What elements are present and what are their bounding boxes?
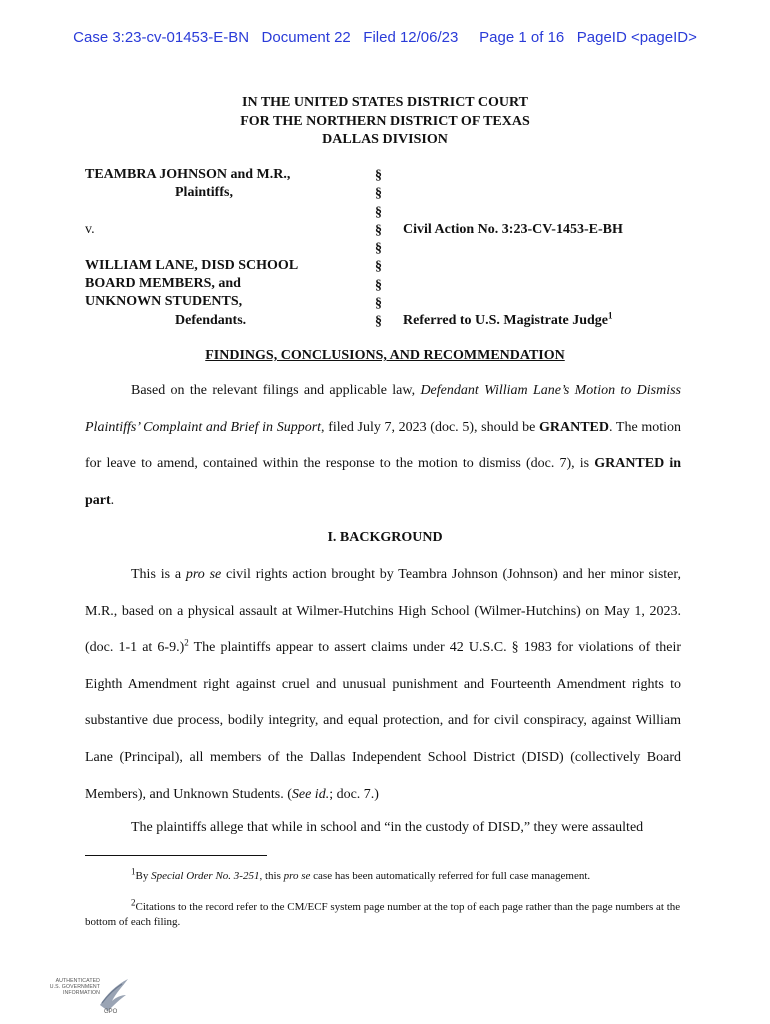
section-mark: § [375,314,382,330]
text-run: , filed July 7, 2023 (doc. 5), should be [321,419,539,435]
plaintiffs-name: TEAMBRA JOHNSON and M.R., [85,167,291,182]
gpo-logo-line: INFORMATION [62,990,100,997]
gpo-mark-text: GPO [104,1009,118,1015]
footnote-ref[interactable]: 1 [608,310,613,321]
section-mark-column [375,167,389,332]
ruling-granted-in-part: GRANTED in part [85,456,682,508]
case-caption [85,167,685,337]
section-mark: § [375,186,382,202]
text-run: case has been automatically referred for full case management. [310,870,591,882]
ruling-granted: GRANTED [538,419,609,435]
section-mark: § [375,241,382,257]
paragraph-allegations: The plaintiffs allege that while in school and “in the custody of DISD,” they were assaulted [131,820,644,835]
footnote-number: 1 [131,866,136,877]
gpo-logo-line: U.S. GOVERNMENT [49,984,100,991]
text-run: Citations to the record refer to the CM/ECF system page number at the top of each page rather than the page numbers at the bottom of each filing. [85,901,681,928]
court-heading-line: IN THE UNITED STATES DISTRICT COURT [242,95,528,110]
motion-title: Defendant William Lane’s Motion to Dismiss Plaintiffs’ Complaint and Brief in Support [85,383,681,435]
footnote-number: 2 [131,897,136,908]
special-order: Special Order No. 3-251 [151,870,260,882]
paragraph-disposition [85,373,681,519]
footnote-2 [85,897,681,930]
gpo-logo-line: AUTHENTICATED [55,978,100,984]
gpo-authentication-logo [42,975,132,1015]
section-mark: § [375,277,382,293]
text-run: The plaintiffs appear to assert claims under 42 U.S.C. § 1983 for violations of their Eighth Amendment right against cruel and unusual punishment and Fourteenth Amendment rights to substantive due process, bodily integrity, and equal protection, and for civil conspiracy, against William Lane (Principal), all members of the Dallas Independent School District (DISD) (collectively Board Members), and Unknown Students. ( [85,640,681,802]
section-mark: § [375,204,382,220]
defendants-line: UNKNOWN STUDENTS, [85,294,243,309]
plaintiffs-role: Plaintiffs, [175,185,233,200]
text-run: Based on the relevant filings and applicable law, [131,383,421,398]
text-run: This is a [131,567,186,582]
section-mark: § [375,296,382,312]
footnote-1 [85,866,681,884]
text-run: . [110,492,115,508]
document-title: FINDINGS, CONCLUSIONS, AND RECOMMENDATION [205,348,565,363]
footnote-divider [85,855,267,856]
court-heading-line: DALLAS DIVISION [322,132,448,147]
text-run: ; doc. 7.) [329,786,379,802]
court-heading-line: FOR THE NORTHERN DISTRICT OF TEXAS [240,113,530,129]
eagle-icon [86,975,132,1015]
referral-text: Referred to U.S. Magistrate Judge [403,313,609,328]
civil-action-number: Civil Action No. 3:23-CV-1453-E-BH [403,222,623,237]
italic-term: pro se [283,870,311,882]
versus-label: v. [85,222,95,237]
section-mark: § [375,222,382,238]
defendants-line: WILLIAM LANE, DISD SCHOOL [85,258,299,273]
court-heading [0,94,770,150]
defendants-line: BOARD MEMBERS, and [85,276,241,291]
text-run: , this [259,870,284,882]
text-run: By [135,870,152,882]
section-mark: § [375,168,382,183]
paragraph-background [85,557,681,813]
italic-term: pro se [185,567,222,582]
citation-signal: See id. [291,786,330,802]
ecf-header-stamp: Case 3:23-cv-01453-E-BN Document 22 Filed 12/06/23 Page 1 of 16 PageID <pageID> [73,29,697,46]
footnote-ref[interactable]: 2 [184,637,189,648]
defendants-role: Defendants. [175,313,247,328]
referral-line [403,310,613,329]
text-run: . The motion for leave to amend, contained within the response to the motion to dismiss (doc. 7), is [85,419,681,472]
section-heading-background: I. BACKGROUND [327,530,443,545]
section-mark: § [375,259,382,275]
text-run: civil rights action brought by Teambra Johnson (Johnson) and her minor sister, M.R., based on a physical assault at Wilmer-Hutchins High School (Wilmer-Hutchins) on May 1, 2023. (doc. 1-1 at 6-9.) [85,567,681,656]
